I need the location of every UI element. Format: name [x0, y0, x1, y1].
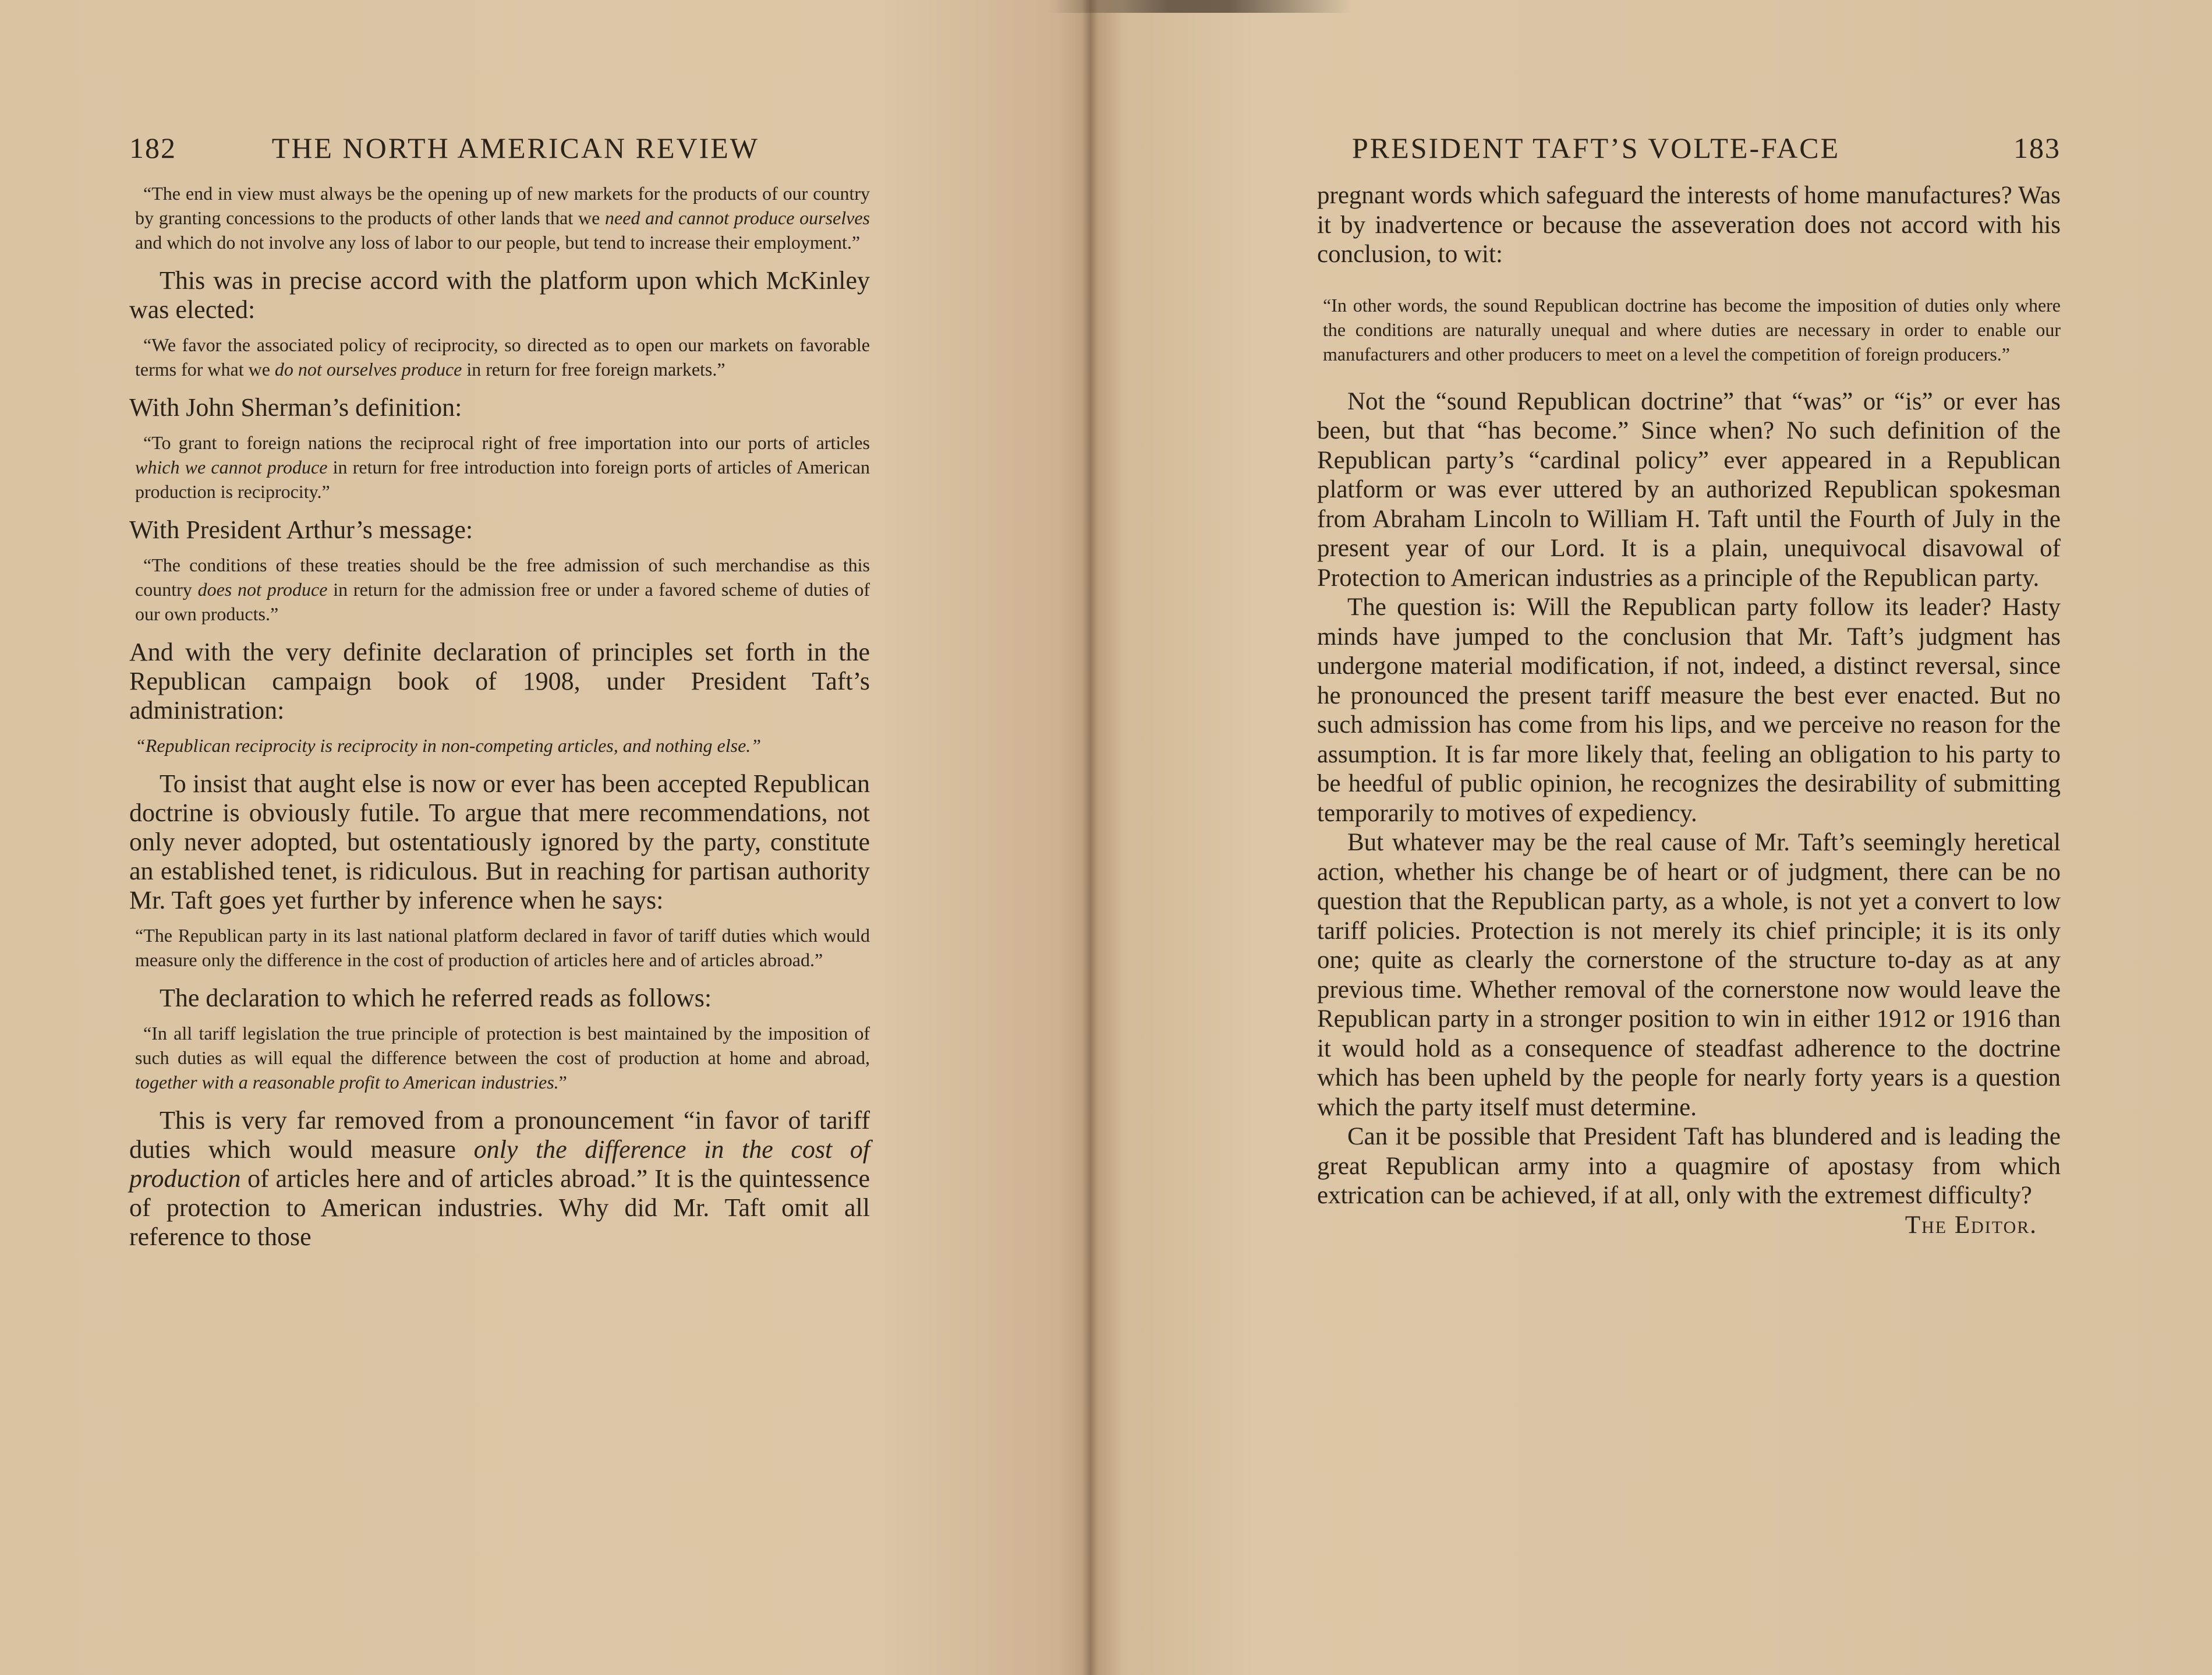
quote-last-platform: “The Republican party in its last national platform declared in favor of tariff duties which would measure only the difference in the cost of production of articles here and of articles abroad.”: [135, 925, 870, 970]
binding-shadow: [1048, 0, 1351, 13]
quote-republican-reciprocity: “Republican reciprocity is reciprocity in non-competing articles, and nothing else.”: [135, 735, 762, 756]
paragraph-pregnant-words: pregnant words which safeguard the interests of home manufactures? Was it by inadvertence or because the asseveration does not accord with his conclusion, to wit:: [1317, 182, 2061, 268]
quote-end-in-view: “The end in view must always be the opening up of new markets for the products of our country by granting concessions to the products of other lands that we need and cannot produce ourselves and which do not involve any loss of labor to our people, but tend to increase their employment.”: [135, 183, 870, 253]
paragraph-mckinley: This was in precise accord with the platform upon which McKinley was elected:: [129, 266, 870, 324]
left-column: [129, 131, 870, 1252]
paragraph-blundered: Can it be possible that President Taft has blundered and is leading the great Republican army into a quagmire of apostasy from which extrication can be achieved, if at all, only with the extremest difficulty? The Editor.: [1317, 1122, 2061, 1211]
intro-arthur: With President Arthur’s message:: [129, 515, 473, 544]
left-page: [0, 0, 1090, 1675]
paragraph-sound-doctrine: Not the “sound Republican doctrine” that “was” or “is” or ever has been, but that “has become.” Since when? No such definition of the Republican party’s “cardinal policy” ever appeared in a Republican platform or was ever uttered by an authorized Republican spokesman from Abraham Lincoln to William H. Taft until the Fourth of July in the present year of our Lord. It is a plain, unequivocal disavowal of Protection to American industries as a principle of the Republican party.: [1317, 387, 2061, 592]
intro-sherman: With John Sherman’s definition:: [129, 393, 462, 422]
paragraph-far-removed: This is very far removed from a pronouncement “in favor of tariff duties which would measure only the difference in the cost of production of articles here and of articles abroad.” It is the quintessence of protection to American industries. Why did Mr. Taft omit all reference to those: [129, 1106, 870, 1251]
paragraph-declaration: The declaration to which he referred reads as follows:: [160, 984, 712, 1012]
right-running-head: [1317, 131, 2061, 181]
left-running-head: [129, 131, 870, 181]
quote-in-other-words: “In other words, the sound Republican doctrine has become the imposition of duties only where the conditions are naturally unequal and where duties are necessary in order to enable our manufacturers and other producers to meet on a level the competition of foreign producers.”: [1323, 294, 2061, 365]
left-running-title: THE NORTH AMERICAN REVIEW: [271, 132, 759, 164]
right-page: [1090, 0, 2212, 1675]
left-page-number: 182: [129, 132, 176, 164]
paragraph-campaign-book: And with the very definite declaration of principles set forth in the Republican campaign book of 1908, under President Taft’s administration:: [129, 638, 870, 725]
book-gutter: [1082, 0, 1098, 1675]
paragraph-aught-else: To insist that aught else is now or ever has been accepted Republican doctrine is obviously futile. To argue that mere recommendations, not only never adopted, but ostentatiously ignored by the party, constitute an established tenet, is ridiculous. But in reaching for partisan authority Mr. Taft goes yet further by inference when he says:: [129, 769, 870, 914]
paragraph-whatever: But whatever may be the real cause of Mr. Taft’s seemingly heretical action, whether his change be of heart or of judgment, there can be no question that the Republican party, as a whole, is not yet a convert to low tariff policies. Protection is not merely its chief principle; it is its only one; quite as clearly the cornerstone of the structure to-day as at any previous time. Whether removal of the cornerstone now would leave the Republican party in a stronger position to win in either 1912 or 1916 than it would hold as a consequence of steadfast adherence to the doctrine which has been upheld by the people for nearly forty years is a question which the party itself must determine.: [1317, 829, 2061, 1121]
right-column: [1317, 131, 2061, 1240]
paragraph-question: The question is: Will the Republican party follow its leader? Hasty minds have jumped to the conclusion that Mr. Taft’s judgment has undergone material modification, if not, indeed, a distinct reversal, since he pronounced the present tariff measure the best ever enacted. But no such admission has come from his lips, and we perceive no reason for the assumption. It is far more likely that, feeling an obligation to his party to be heedful of public opinion, he recognizes the desirability of submitting temporarily to motives of expediency.: [1317, 593, 2061, 827]
quote-tariff-legislation: “In all tariff legislation the true principle of protection is best maintained by the imposition of such duties as will equal the difference between the cost of production at home and abroad, together with a reasonable profit to American industries.”: [135, 1023, 870, 1093]
quote-sherman: “To grant to foreign nations the reciprocal right of free importation into our ports of articles which we cannot produce in return for free introduction into foreign ports of articles of American production is reciprocity.”: [135, 432, 870, 502]
quote-arthur: “The conditions of these treaties should be the free admission of such merchandise as this country does not produce in return for the admission free or under a favored scheme of duties of our own products.”: [135, 554, 870, 624]
quote-platform: “We favor the associated policy of reciprocity, so directed as to open our markets on favorable terms for what we do not ourselves produce in return for free foreign markets.”: [135, 334, 870, 380]
right-running-title: PRESIDENT TAFT’S VOLTE-FACE: [1352, 132, 1841, 164]
right-page-number: 183: [2013, 132, 2061, 164]
signature: The Editor.: [1905, 1211, 2037, 1239]
